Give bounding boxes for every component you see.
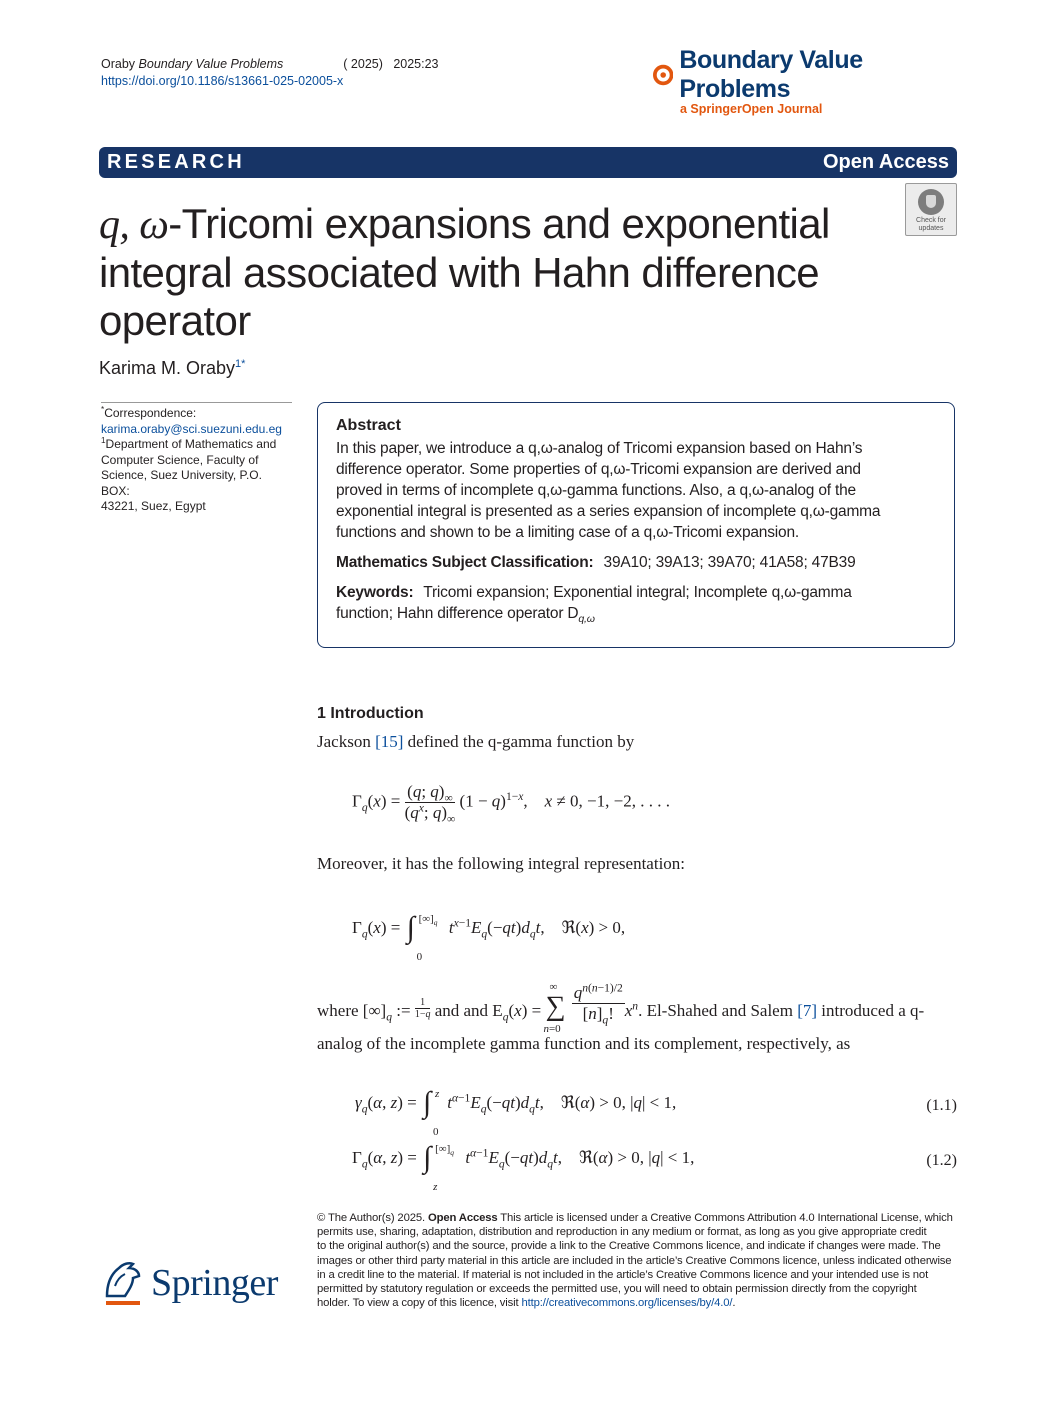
email-link[interactable]: karima.oraby@sci.suezuni.edu.eg xyxy=(101,421,282,436)
springeropen-logo-icon xyxy=(653,64,673,86)
license-line: holder. To view a copy of this licence, visit xyxy=(317,1297,519,1310)
springer-underline xyxy=(106,1301,140,1305)
affiliation-line2: Computer Science, Faculty of xyxy=(101,452,259,467)
header-author: Oraby xyxy=(101,57,136,71)
para1-text-b: defined the q-gamma function by xyxy=(403,732,635,751)
running-header xyxy=(101,56,439,90)
license-line: to the original author(s) and the source, provide a link to the Creative Commons licence, and indicate if changes were made. The xyxy=(317,1240,941,1253)
springer-horse-icon xyxy=(99,1256,145,1302)
keywords-line2: function; Hahn difference operator D xyxy=(336,605,579,622)
brand-title: Boundary Value Problems xyxy=(679,46,863,103)
affiliation-block: *Correspondence: karima.oraby@sci.suezuni.edu.eg $^1$Department of Mathematics and Computer Science, Faculty of Science, Suez University, P.O. BOX: 43221, Suez, Egypt xyxy=(101,402,292,515)
section-heading: 1 Introduction xyxy=(317,705,424,722)
para3-text-a: where [∞] xyxy=(317,1001,387,1020)
keywords-sub: q,ω xyxy=(578,613,595,626)
article-type-bar xyxy=(99,147,957,178)
article-type-label: RESEARCH xyxy=(107,151,245,173)
open-access-label: Open Access xyxy=(823,151,949,173)
abstract-line: functions and shown to be a limiting case of a q,ω-Tricomi expansion. xyxy=(336,524,799,541)
license-line: This article is licensed under a Creative Commons Attribution 4.0 International License, which xyxy=(500,1212,953,1224)
license-lead: © The Author(s) 2025. xyxy=(317,1212,425,1224)
springer-logo[interactable] xyxy=(99,1256,299,1308)
springer-wordmark: Springer xyxy=(151,1262,278,1304)
equation-1-2: $\Gamma_q(\alpha$, z) = ∫ $[\infty]_q$ z $t^{\alpha-1}E_q(-qt)d_qt$, ℜ(α) > 0, |q| < 1, xyxy=(352,1141,695,1193)
author-sup: 1* xyxy=(235,358,246,370)
ref-15-link[interactable]: [15] xyxy=(375,732,404,751)
check-for-updates-badge[interactable] xyxy=(905,183,957,236)
equation-number-1-2: (1.2) xyxy=(926,1152,957,1169)
equation-number-1-1: (1.1) xyxy=(926,1097,957,1114)
header-journal: Boundary Value Problems xyxy=(138,57,284,71)
license-oa: Open Access xyxy=(427,1212,498,1224)
abstract-heading: Abstract xyxy=(336,417,401,434)
equation-integral-rep: $\Gamma_q(x)$ = ∫ $[\infty]_q$ 0 $t^{x-1}E_q(-qt)d_qt$, ℜ(x) > 0, xyxy=(352,911,626,963)
author-line xyxy=(99,358,245,379)
keywords-line1: Tricomi expansion; Exponential integral; Incomplete q,ω-gamma xyxy=(423,584,852,601)
affiliation-line3: Science, Suez University, P.O. BOX: xyxy=(101,468,262,498)
check-line1: Check for xyxy=(916,217,946,224)
title-math: q, ω xyxy=(99,202,169,248)
title-line3: operator xyxy=(99,297,251,344)
journal-brand[interactable] xyxy=(653,46,958,116)
intro-para1 xyxy=(317,732,634,752)
abstract-line: In this paper, we introduce a q,ω-analog of Tricomi expansion based on Hahn’s xyxy=(336,440,863,457)
msc-row xyxy=(336,552,936,573)
para3-text-c: . El-Shahed and Salem xyxy=(638,1001,798,1020)
abstract-line: proved in terms of incomplete q,ω-gamma functions. Also, a q,ω-analog of the xyxy=(336,482,856,499)
affiliation-line4: 43221, Suez, Egypt xyxy=(101,499,206,513)
license-footer: © The Author(s) 2025. Open Access This article is licensed under a Creative Commons Attribution 4.0 International License, which permits use, sharing, adaptation, distribution and reproduction in any medium or format, as long as you give appropriate credit to the original author(s) and the source, provide a link to the Creative Commons licence, and indicate if changes were made. The images or other third party material in this article are included in the article’s Creative Commons licence, unless indicated otherwise in a credit line to the material. If material is not included in the article’s Creative Commons licence and your intended use is not permitted by statutory regulation or exceeds the permitted use, you will need to obtain permission directly from the copyright holder. To view a copy of this licence, visit http://creativecommons.org/licenses/by/4.0/. xyxy=(317,1211,957,1310)
license-line: permitted by statutory regulation or exceeds the permitted use, you will need to obtain permission directly from the copyright xyxy=(317,1283,917,1296)
abstract-line: exponential integral is presented as a series expansion of incomplete q,ω-gamma xyxy=(336,503,881,520)
keywords-row xyxy=(336,582,936,624)
license-url-link[interactable]: http://creativecommons.org/licenses/by/4.0/ xyxy=(521,1297,733,1310)
para3-text-b: and E xyxy=(459,1001,503,1020)
license-line: in a credit line to the material. If material is not included in the article’s Creative Commons licence and your intended use is not xyxy=(317,1268,929,1281)
bookmark-icon xyxy=(918,189,944,215)
abstract-line: difference operator. Some properties of q,ω-Tricomi expansion are derived and xyxy=(336,461,861,478)
para3-text-d: introduced a q- xyxy=(817,1001,925,1020)
brand-subtitle: a SpringerOpen Journal xyxy=(680,102,823,116)
equation-qgamma: $\Gamma_q(x)$ = $\frac{(q; q)_\infty}{(q^x; q)_\infty}$ $(1 - q)^{1-x}$, x ≠ 0, −1, −2, . . . . xyxy=(352,782,670,826)
title-line2: integral associated with Hahn difference xyxy=(99,249,820,296)
intro-para4: analog of the incomplete gamma function and its complement, respectively, as xyxy=(317,1034,851,1053)
article-title xyxy=(99,200,859,345)
abstract-box xyxy=(317,402,955,648)
intro-para2: Moreover, it has the following integral representation: xyxy=(317,854,686,873)
license-line: images or other third party material in this article are included in the article’s Creative Commons licence, unless indicated otherwise xyxy=(317,1254,952,1267)
abstract-text xyxy=(336,438,936,543)
msc-codes: 39A10; 39A13; 39A70; 41A58; 47B39 xyxy=(603,554,856,571)
header-article: 2025:23 xyxy=(393,57,439,71)
equation-1-1: $\gamma_q(\alpha$, z) = ∫ z 0 $t^{\alpha-1}E_q(-qt)d_qt$, ℜ(α) > 0, |q| < 1, xyxy=(355,1086,677,1138)
para1-text-a: Jackson xyxy=(317,732,376,751)
title-line1: -Tricomi expansions and exponential xyxy=(168,200,830,247)
doi-link[interactable]: https://doi.org/10.1186/s13661-025-02005-x xyxy=(101,74,344,88)
header-year: ( 2025) xyxy=(343,57,383,71)
affiliation-line1: Department of Mathematics and xyxy=(105,437,277,451)
author-name: Karima M. Oraby xyxy=(99,358,236,378)
keywords-label: Keywords: xyxy=(336,584,414,601)
intro-para3: where $[\infty]_q$ := $\frac{1}{1-q}$ and and $E_q(x)$ = ∞ ∑ n=0 $\frac{q^{n(n-1)/2}}{[n]_q!}$ $x^n$. El-Shahed and Salem [7] introduced a q- xyxy=(317,981,925,1035)
check-line2: updates xyxy=(918,225,944,232)
msc-label: Mathematics Subject Classification: xyxy=(336,554,594,571)
ref-7-link[interactable]: [7] xyxy=(797,1001,818,1020)
license-line: permits use, sharing, adaptation, distribution and reproduction in any medium or format, as long as you give appropriate credit xyxy=(317,1226,927,1239)
correspondence-label: Correspondence: xyxy=(104,406,197,420)
